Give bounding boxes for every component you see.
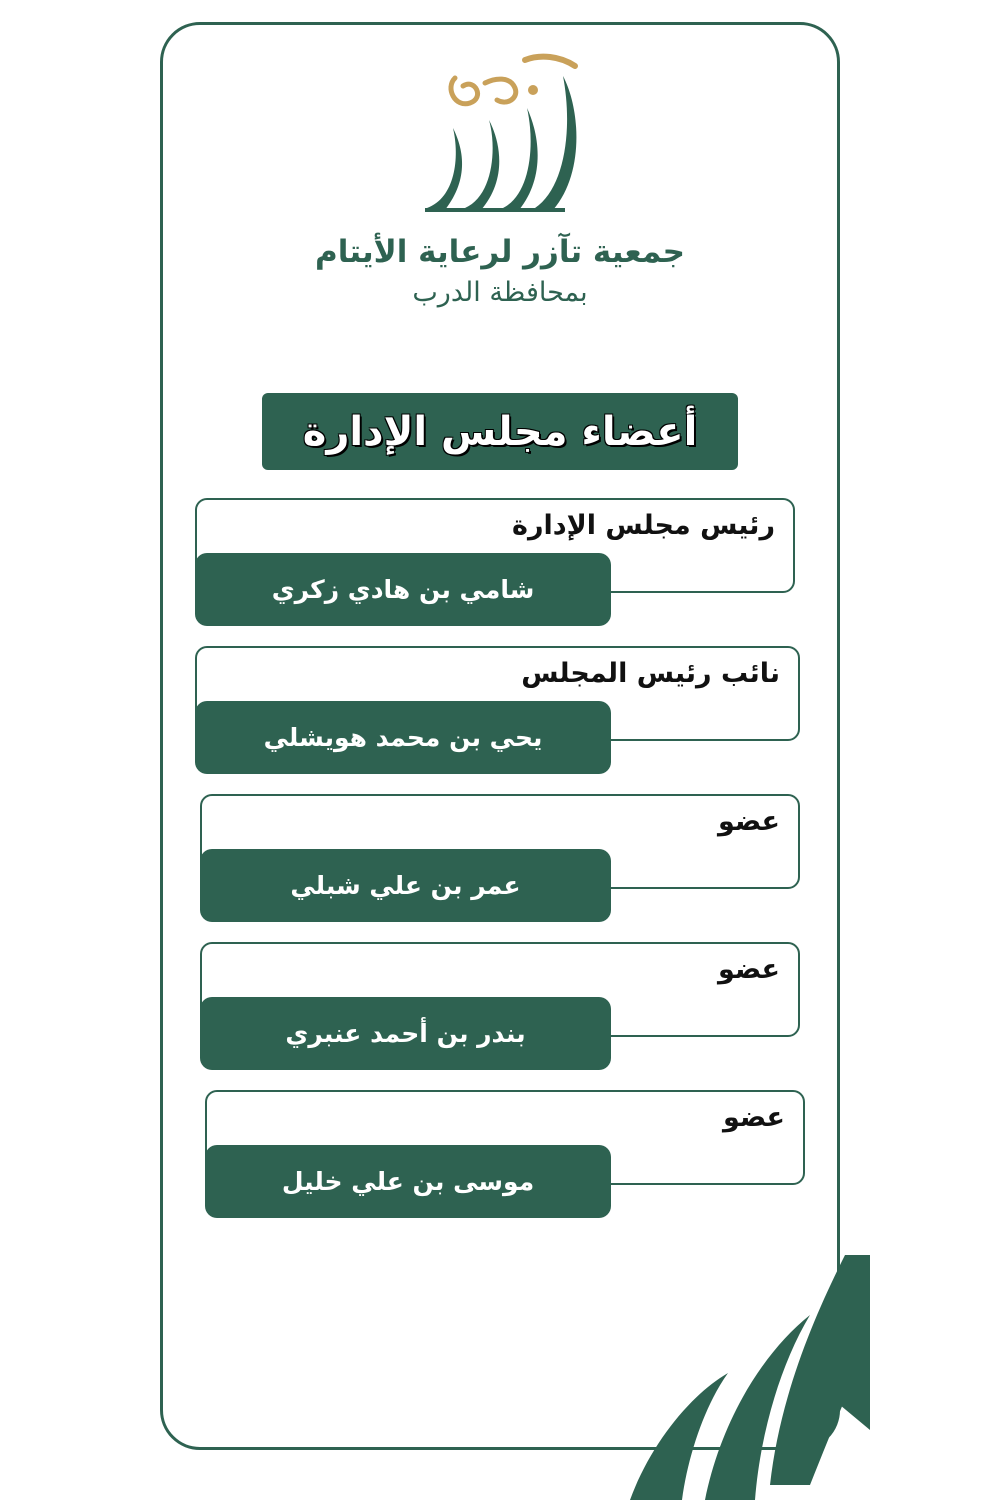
member-role: عضو <box>723 1102 785 1133</box>
member-role: رئيس مجلس الإدارة <box>512 510 775 541</box>
member-role: عضو <box>718 806 780 837</box>
org-name-line1: جمعية تآزر لرعاية الأيتام <box>315 234 685 270</box>
member-name: شامي بن هادي زكري <box>195 553 611 626</box>
member-card <box>195 498 795 626</box>
member-card <box>195 646 800 774</box>
member-name: عمر بن علي شبلي <box>200 849 611 922</box>
member-card <box>200 942 800 1070</box>
decorative-strokes-icon <box>610 1255 870 1500</box>
member-card <box>205 1090 805 1218</box>
page-title: أعضاء مجلس الإدارة <box>262 393 738 470</box>
member-name: بندر بن أحمد عنبري <box>200 997 611 1070</box>
org-name-line2: بمحافظة الدرب <box>412 277 588 308</box>
member-name: يحي بن محمد هويشلي <box>195 701 611 774</box>
member-role: عضو <box>718 954 780 985</box>
member-name: موسى بن علي خليل <box>205 1145 611 1218</box>
taazur-logo-icon <box>415 48 595 218</box>
member-role: نائب رئيس المجلس <box>521 658 780 689</box>
member-card <box>200 794 800 922</box>
